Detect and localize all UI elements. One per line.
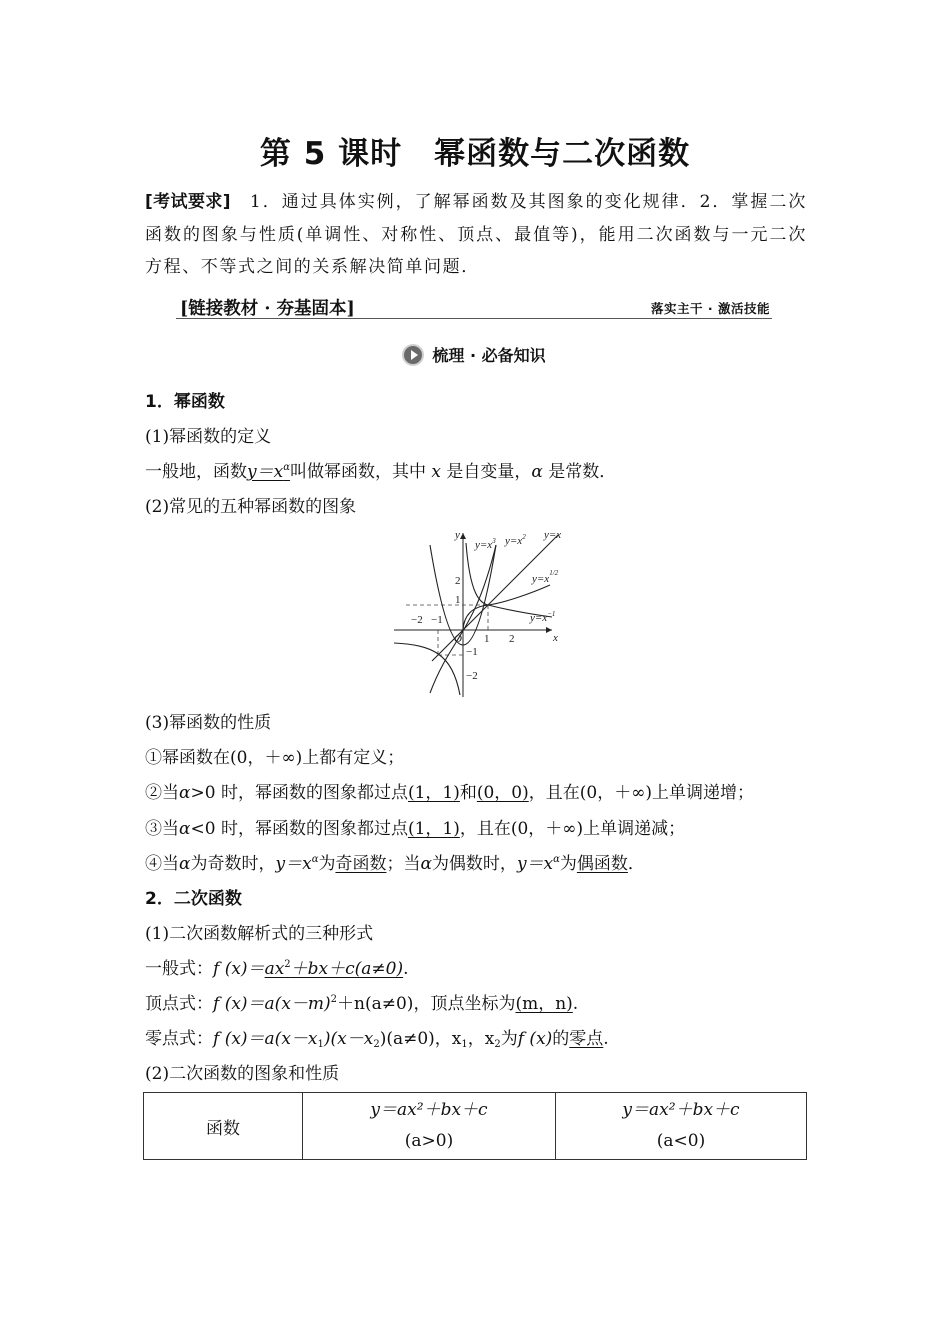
zero-mid: )(x－x [323, 1029, 374, 1049]
def-x: x [431, 462, 441, 482]
section-heading [0, 343, 950, 366]
x-axis-arrow [546, 627, 552, 633]
def-function [247, 462, 290, 482]
page-title: 第 5 课时 幂函数与二次函数 [259, 136, 691, 172]
square-label-exp: 2 [522, 533, 526, 541]
vertex-label: 顶点式： [145, 994, 213, 1014]
p4-e: 为偶数时， [431, 854, 517, 874]
p4-odd: 奇函数 [335, 854, 387, 874]
p4-f2: y＝x [516, 854, 554, 874]
table-header-function: 函数 [144, 1093, 303, 1160]
five-graphs-title: (2)常见的五种幂函数的图象 [145, 497, 357, 517]
general-exp: 2 [284, 959, 291, 970]
def-mid2: 是自变量， [446, 462, 532, 482]
power-definition-title: (1)幂函数的定义 [145, 427, 272, 447]
play-icon [404, 346, 422, 364]
banner-left-label: [链接教材 · 夯基固本] [180, 299, 355, 319]
general-answer [265, 959, 404, 979]
p3-a: ③当 [145, 819, 179, 839]
section-heading-text: 梳理 · 必备知识 [432, 346, 546, 365]
zero-rest: )(a≠0)，x [379, 1029, 462, 1049]
property-3 [145, 814, 685, 839]
p4-a: ④当 [145, 854, 179, 874]
zero-label: 零点式： [145, 1029, 213, 1049]
table-header-a-negative [556, 1093, 807, 1160]
zero-form [145, 1024, 609, 1049]
general-label: 一般式： [145, 959, 213, 979]
inverse-label-exp: −1 [547, 610, 556, 618]
zero-fx: f (x) [517, 1029, 553, 1049]
general-lhs: f (x)＝ [213, 959, 265, 979]
a-negative-formula: y＝ax²＋bx＋c [622, 1100, 740, 1120]
zero-e: 的 [552, 1029, 570, 1049]
p2-point1: (1，1) [407, 783, 460, 803]
zero-s2: 2 [373, 1039, 380, 1050]
cube-label-exp: 3 [492, 537, 496, 545]
zero-c: ，x [467, 1029, 495, 1049]
a-positive-condition: (a>0) [404, 1131, 454, 1151]
p4-g: ． [627, 854, 645, 874]
y-axis-label: y [455, 529, 460, 541]
section-banner [176, 296, 772, 319]
property-4 [145, 849, 645, 874]
p4-alpha2: α [420, 854, 432, 874]
p4-exp: α [311, 854, 319, 865]
general-form [145, 954, 409, 979]
p4-f: 为 [559, 854, 577, 874]
quadratic-properties-table [143, 1092, 807, 1160]
general-rest: ＋bx＋c(a≠0) [290, 959, 404, 979]
properties-title: (3)幂函数的性质 [145, 713, 272, 733]
tick-x-2: 2 [509, 633, 515, 645]
tick-y-m1: −1 [466, 646, 478, 658]
zero-s4: 2 [494, 1039, 501, 1050]
p2-alpha: α [179, 783, 191, 803]
vertex-expr: f (x)＝a(x－m) [213, 994, 331, 1014]
p2-c: 和 [459, 783, 477, 803]
banner-right-label: 落实主干 · 激活技能 [651, 301, 770, 316]
square-label [504, 533, 526, 547]
p4-exp2: α [553, 854, 560, 865]
a-negative-condition: (a<0) [656, 1131, 706, 1151]
p3-c: ，且在(0，＋∞)上单调递减； [459, 819, 686, 839]
power-function-heading: 1．幂函数 [145, 392, 225, 412]
zero-s1: 1 [317, 1039, 324, 1050]
zero-s3: 1 [461, 1039, 468, 1050]
def-alpha: α [531, 462, 543, 482]
zero-end: . [603, 1029, 609, 1049]
general-end: . [403, 959, 409, 979]
p2-a: ②当 [145, 783, 179, 803]
p4-even: 偶函数 [576, 854, 628, 874]
def-fn: y＝x [247, 462, 284, 482]
power-definition [145, 457, 616, 482]
y-axis-arrow [460, 533, 466, 539]
requirement-tag: [考试要求] [145, 192, 231, 212]
quadratic-heading: 2．二次函数 [145, 889, 242, 909]
vertex-form [145, 989, 578, 1014]
linear-label: y=x [544, 529, 562, 541]
inverse-label [529, 610, 555, 624]
tick-y-1: 1 [455, 594, 461, 606]
quadratic-graph-title: (2)二次函数的图象和性质 [145, 1064, 340, 1084]
square-label-base: y=x [505, 535, 523, 547]
p3-b: <0 时，幂函数的图象都过点 [190, 819, 408, 839]
tick-y-m2: −2 [466, 670, 478, 682]
def-prefix: 一般地，函数 [145, 462, 247, 482]
origin-label: O [454, 633, 462, 645]
def-end: 是常数． [548, 462, 617, 482]
vertex-exp: 2 [330, 994, 338, 1005]
sqrt-label-exp: 1/2 [549, 569, 559, 577]
a-positive-formula: y＝ax²＋bx＋c [370, 1100, 488, 1120]
vertex-end: . [572, 994, 579, 1014]
sqrt-label [531, 569, 559, 585]
x-axis-label: x [553, 632, 558, 644]
cube-label [474, 537, 496, 551]
power-function-graph [392, 525, 572, 700]
cube-label-base: y=x [475, 539, 493, 551]
p2-b: >0 时，幂函数的图象都过点 [190, 783, 408, 803]
p4-c: 为 [318, 854, 336, 874]
vertex-rest: ＋n(a≠0)，顶点坐标为 [337, 994, 516, 1014]
p3-alpha: α [179, 819, 191, 839]
curve-inverse-neg [394, 643, 460, 695]
p4-b: 为奇数时， [190, 854, 276, 874]
tick-x-1: 1 [484, 633, 490, 645]
p4-d: ；当 [386, 854, 421, 874]
exam-requirement [145, 186, 807, 284]
inverse-label-base: y=x [530, 612, 548, 624]
p4-alpha: α [179, 854, 191, 874]
p2-point2: (0，0) [476, 783, 529, 803]
zero-expr: f (x)＝a(x－x [213, 1029, 318, 1049]
table-header-a-positive [303, 1093, 556, 1160]
def-mid: 叫做幂函数，其中 [289, 462, 426, 482]
property-2 [145, 778, 754, 803]
def-exp: α [283, 462, 290, 473]
p4-f1: y＝x [275, 854, 312, 874]
zero-d: 为 [500, 1029, 518, 1049]
requirement-text: 1．通过具体实例，了解幂函数及其图象的变化规律．2．掌握二次函数的图象与性质(单调性、对称性、顶点、最值等)，能用二次函数与一元二次方程、不等式之间的关系解决简单问题． [145, 192, 807, 277]
property-1: ①幂函数在(0，＋∞)上都有定义； [145, 748, 405, 768]
vertex-coord: (m，n) [515, 994, 573, 1014]
p2-d: ，且在(0，＋∞)上单调递增； [528, 783, 755, 803]
tick-y-2: 2 [455, 575, 461, 587]
tick-x-m1: −1 [431, 614, 443, 626]
table-row [144, 1093, 807, 1160]
tick-x-m2: −2 [411, 614, 423, 626]
zero-point: 零点 [569, 1029, 604, 1049]
p3-point1: (1，1) [407, 819, 460, 839]
general-rhs: ax [264, 959, 285, 979]
quadratic-forms-title: (1)二次函数解析式的三种形式 [145, 924, 374, 944]
sqrt-label-base: y=x [532, 573, 550, 585]
